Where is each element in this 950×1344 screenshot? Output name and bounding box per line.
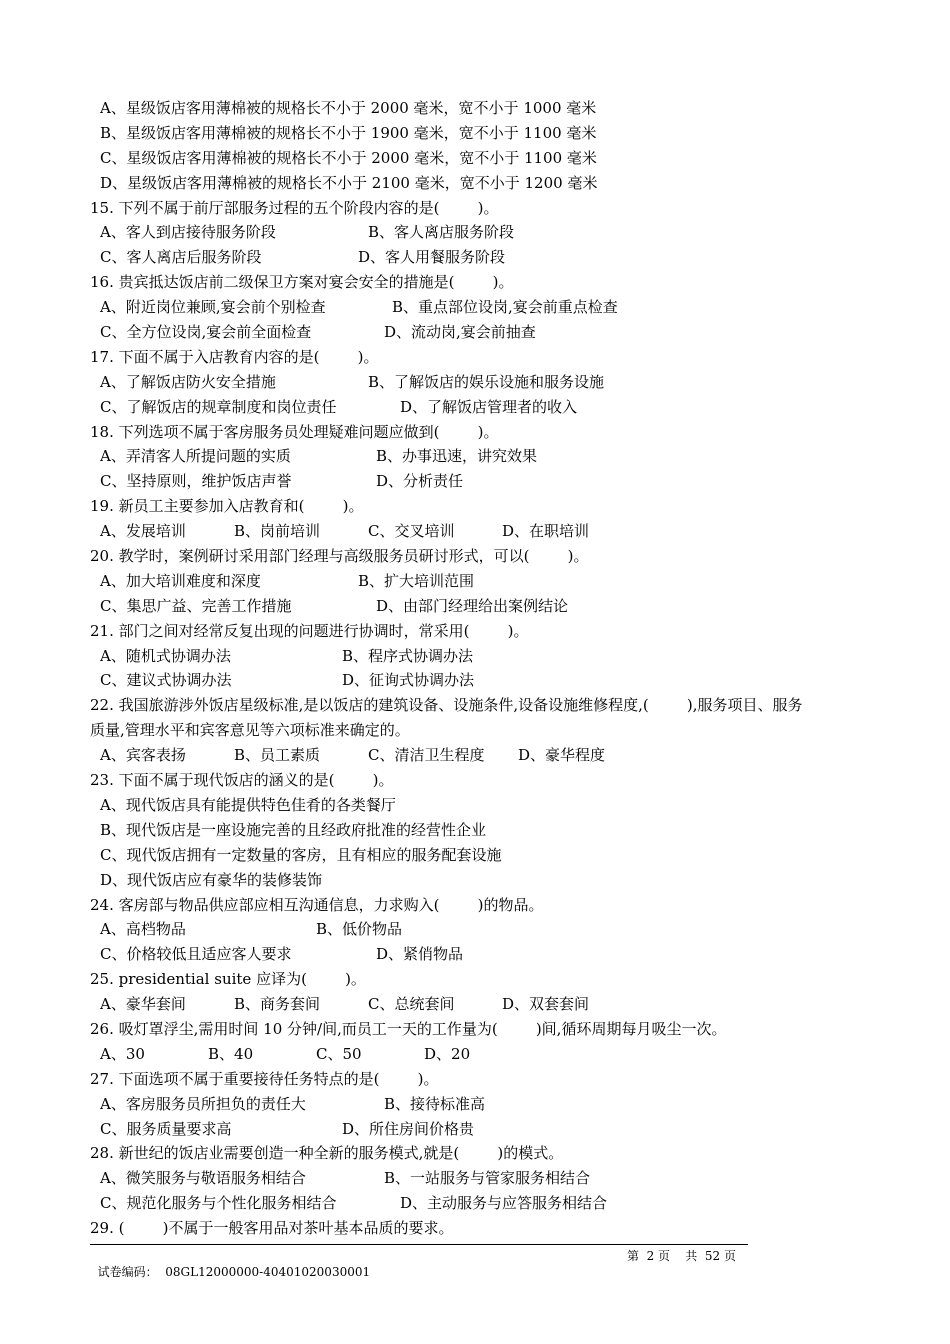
answer-option: C、交叉培训 (368, 522, 455, 541)
answer-option: C、建议式协调办法 (100, 671, 232, 690)
answer-option: B、低价物品 (316, 920, 403, 939)
answer-option: D、客人用餐服务阶段 (358, 248, 506, 267)
answer-option: C、清洁卫生程度 (368, 746, 485, 765)
answer-option: C、坚持原则，维护饭店声誉 (100, 472, 292, 491)
answer-option: A、30 (100, 1044, 145, 1063)
answer-option: D、紧俏物品 (376, 945, 464, 964)
answer-options-row: A、现代饭店具有能提供特色佳肴的各类餐厅 (100, 795, 396, 814)
answer-options-row (90, 1042, 880, 1067)
answer-option: C、服务质量要求高 (100, 1119, 232, 1138)
answer-option: B、接待标准高 (384, 1094, 486, 1113)
answer-option: D、在职培训 (502, 522, 590, 541)
question-stem: 21. 部门之间对经常反复出现的问题进行协调时，常采用( )。 (90, 621, 529, 640)
question-stem: 29. ( )不属于一般客用品对茶叶基本品质的要求。 (90, 1219, 454, 1238)
answer-options-row (90, 469, 880, 494)
question-stem: 20. 教学时，案例研讨采用部门经理与高级服务员研讨形式，可以( )。 (90, 547, 589, 566)
answer-option: D、征询式协调办法 (342, 671, 475, 690)
answer-option: D、流动岗,宴会前抽查 (384, 323, 536, 342)
answer-option: B、商务套间 (234, 995, 321, 1014)
answer-option: A、了解饭店防火安全措施 (100, 372, 276, 391)
answer-option: A、客人到店接待服务阶段 (100, 223, 276, 242)
answer-option: A、加大培训难度和深度 (100, 571, 261, 590)
answer-option: A、微笑服务与敬语服务相结合 (100, 1169, 306, 1188)
answer-options-row (90, 1117, 880, 1142)
exam-code: 试卷编码： 08GL12000000-40401020030001 (97, 1265, 371, 1279)
answer-option: D、所住房间价格贵 (342, 1119, 475, 1138)
answer-option: D、了解饭店管理者的收入 (400, 397, 578, 416)
answer-options-row (90, 245, 880, 270)
answer-option: D、豪华程度 (518, 746, 606, 765)
page-number: 第 2 页 共 52 页 (626, 1249, 736, 1263)
answer-option: B、重点部位设岗,宴会前重点检查 (392, 298, 618, 317)
question-stem: 28. 新世纪的饭店业需要创造一种全新的服务模式,就是( )的模式。 (90, 1144, 564, 1163)
answer-option: B、一站服务与管家服务相结合 (384, 1169, 591, 1188)
footer-divider (90, 1244, 748, 1245)
answer-option: A、弄清客人所提问题的实质 (100, 447, 291, 466)
answer-option: B、程序式协调办法 (342, 646, 474, 665)
answer-options-row (90, 320, 880, 345)
question-stem: 18. 下列选项不属于客房服务员处理疑难问题应做到( )。 (90, 422, 499, 441)
answer-option: C、50 (316, 1044, 362, 1063)
answer-option: D、由部门经理给出案例结论 (376, 596, 569, 615)
answer-options-row (90, 1092, 880, 1117)
answer-option: C、价格较低且适应客人要求 (100, 945, 292, 964)
question-stem: 25. presidential suite 应译为( )。 (90, 970, 366, 989)
answer-options-row: B、星级饭店客用薄棉被的规格长不小于 1900 毫米，宽不小于 1100 毫米 (100, 123, 597, 142)
question-stem: 16. 贵宾抵达饭店前二级保卫方案对宴会安全的措施是( )。 (90, 273, 514, 292)
answer-option: A、豪华套间 (100, 995, 186, 1014)
answer-options-row (90, 519, 880, 544)
answer-option: A、客房服务员所担负的责任大 (100, 1094, 306, 1113)
answer-options-row (90, 942, 880, 967)
answer-options-row: C、星级饭店客用薄棉被的规格长不小于 2000 毫米，宽不小于 1100 毫米 (100, 148, 597, 167)
question-stem: 15. 下列不属于前厅部服务过程的五个阶段内容的是( )。 (90, 198, 499, 217)
answer-options-row (90, 395, 880, 420)
answer-options-row (90, 295, 880, 320)
answer-option: C、总统套间 (368, 995, 455, 1014)
question-stem: 22. 我国旅游涉外饭店星级标准,是以饭店的建筑设备、设施条件,设备设施维修程度,( ),服务项目、服务 (90, 696, 803, 715)
question-stem: 19. 新员工主要参加入店教育和( )。 (90, 497, 364, 516)
answer-options-row (90, 569, 880, 594)
answer-options-row: D、现代饭店应有豪华的装修装饰 (100, 870, 323, 889)
answer-option: D、主动服务与应答服务相结合 (400, 1194, 608, 1213)
question-stem-continued: 质量,管理水平和宾客意见等六项标准来确定的。 (90, 721, 410, 740)
answer-option: B、客人离店服务阶段 (368, 223, 515, 242)
answer-options-row (90, 668, 880, 693)
answer-options-row: B、现代饭店是一座设施完善的且经政府批准的经营性企业 (100, 820, 487, 839)
answer-options-row (90, 220, 880, 245)
answer-option: A、高档物品 (100, 920, 186, 939)
answer-option: A、宾客表扬 (100, 746, 186, 765)
answer-option: C、规范化服务与个性化服务相结合 (100, 1194, 337, 1213)
answer-options-row: C、现代饭店拥有一定数量的客房，且有相应的服务配套设施 (100, 845, 502, 864)
answer-option: B、员工素质 (234, 746, 321, 765)
answer-options-row (90, 1166, 880, 1191)
answer-options-row (90, 992, 880, 1017)
answer-option: C、集思广益、完善工作措施 (100, 596, 292, 615)
answer-option: B、扩大培训范围 (358, 571, 475, 590)
answer-options-row (90, 743, 880, 768)
answer-options-row (90, 370, 880, 395)
answer-option: C、了解饭店的规章制度和岗位责任 (100, 397, 337, 416)
answer-option: A、附近岗位兼顾,宴会前个别检查 (100, 298, 326, 317)
answer-option: D、分析责任 (376, 472, 464, 491)
answer-option: C、客人离店后服务阶段 (100, 248, 262, 267)
answer-option: D、双套套间 (502, 995, 590, 1014)
answer-options-row (90, 1191, 880, 1216)
answer-option: B、岗前培训 (234, 522, 321, 541)
exam-content (90, 96, 880, 1241)
question-stem: 24. 客房部与物品供应部应相互沟通信息，力求购入( )的物品。 (90, 895, 544, 914)
answer-options-row (90, 644, 880, 669)
answer-option: D、20 (424, 1044, 471, 1063)
question-stem: 27. 下面选项不属于重要接待任务特点的是( )。 (90, 1069, 439, 1088)
answer-option: C、全方位设岗,宴会前全面检查 (100, 323, 312, 342)
question-stem: 26. 吸灯罩浮尘,需用时间 10 分钟/间,而员工一天的工作量为( )间,循环周期每月吸尘一次。 (90, 1019, 727, 1038)
answer-options-row: A、星级饭店客用薄棉被的规格长不小于 2000 毫米，宽不小于 1000 毫米 (100, 99, 597, 117)
answer-options-row: D、星级饭店客用薄棉被的规格长不小于 2100 毫米，宽不小于 1200 毫米 (100, 173, 598, 192)
question-stem: 23. 下面不属于现代饭店的涵义的是( )。 (90, 771, 394, 790)
answer-option: B、40 (208, 1044, 254, 1063)
question-stem: 17. 下面不属于入店教育内容的是( )。 (90, 347, 379, 366)
answer-option: A、随机式协调办法 (100, 646, 231, 665)
answer-option: B、办事迅速，讲究效果 (376, 447, 538, 466)
answer-options-row (90, 917, 880, 942)
answer-options-row (90, 594, 880, 619)
answer-option: A、发展培训 (100, 522, 186, 541)
page-footer (90, 1248, 748, 1296)
answer-option: B、了解饭店的娱乐设施和服务设施 (368, 372, 605, 391)
answer-options-row (90, 444, 880, 469)
